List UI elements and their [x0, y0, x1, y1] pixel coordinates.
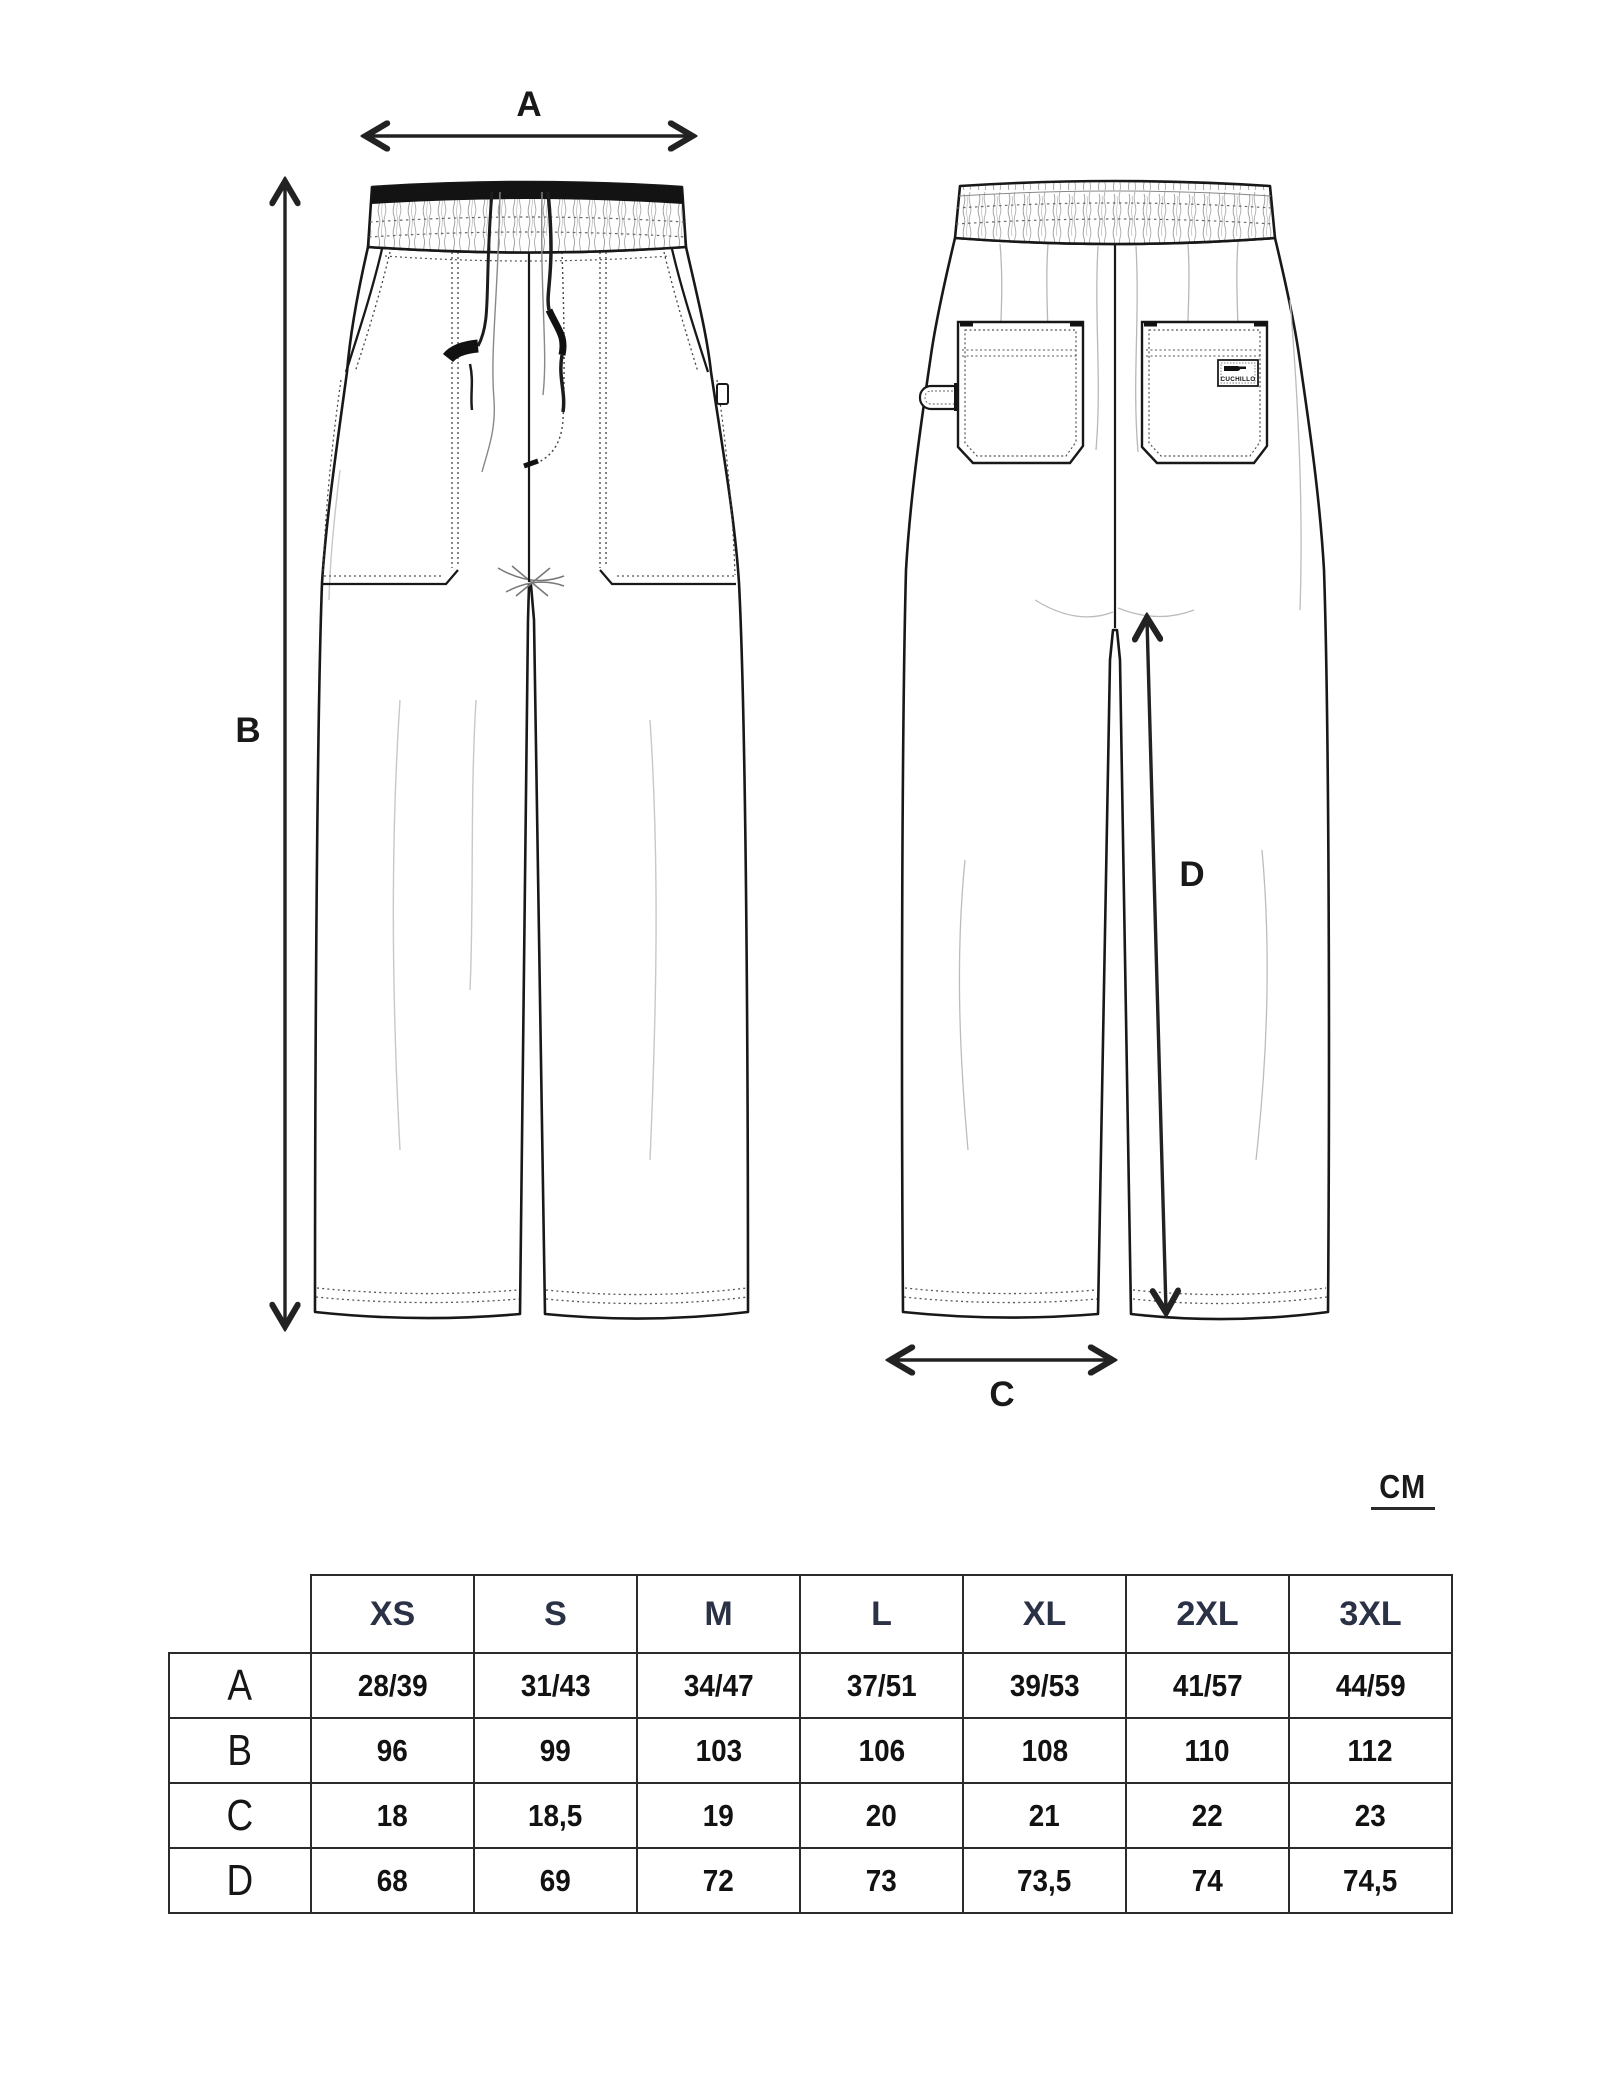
size-value-cell: 74: [1126, 1848, 1289, 1913]
size-value-cell: 68: [311, 1848, 474, 1913]
back-right-pocket: [1142, 322, 1267, 463]
size-value-cell: 96: [311, 1718, 474, 1783]
size-value-cell: 18,5: [474, 1783, 637, 1848]
measure-label-d: D: [1179, 855, 1205, 894]
size-value-cell: 73,5: [963, 1848, 1126, 1913]
back-view: [902, 181, 1329, 1319]
size-column-header: 2XL: [1126, 1575, 1289, 1653]
table-row: [169, 1718, 1452, 1783]
size-value-cell: 72: [637, 1848, 800, 1913]
size-column-header: XS: [311, 1575, 474, 1653]
front-waistband: [368, 182, 686, 261]
size-value-cell: 31/43: [474, 1653, 637, 1718]
measure-row-label: C: [169, 1783, 311, 1848]
size-header-row: [169, 1575, 1452, 1653]
side-seam-tab: [717, 384, 728, 404]
measure-row-label: D: [169, 1848, 311, 1913]
size-value-cell: 112: [1289, 1718, 1452, 1783]
size-value-cell: 20: [800, 1783, 963, 1848]
measure-row-label: B: [169, 1718, 311, 1783]
brand-label: CUCHILLO: [1220, 376, 1256, 383]
size-value-cell: 69: [474, 1848, 637, 1913]
size-value-cell: 21: [963, 1783, 1126, 1848]
table-row: [169, 1848, 1452, 1913]
size-value-cell: 39/53: [963, 1653, 1126, 1718]
table-corner-cell: [169, 1575, 311, 1653]
size-column-header: M: [637, 1575, 800, 1653]
measure-label-a: A: [516, 85, 542, 124]
size-value-cell: 41/57: [1126, 1653, 1289, 1718]
size-value-cell: 103: [637, 1718, 800, 1783]
size-value-cell: 110: [1126, 1718, 1289, 1783]
size-value-cell: 99: [474, 1718, 637, 1783]
measure-label-b: B: [235, 711, 261, 750]
size-column-header: S: [474, 1575, 637, 1653]
back-left-pocket: [958, 322, 1083, 463]
size-column-header: 3XL: [1289, 1575, 1452, 1653]
size-value-cell: 74,5: [1289, 1848, 1452, 1913]
back-waistband: [955, 181, 1275, 244]
unit-label: CM: [1371, 1468, 1435, 1510]
size-value-cell: 23: [1289, 1783, 1452, 1848]
front-view: [315, 182, 748, 1319]
size-value-cell: 73: [800, 1848, 963, 1913]
size-value-cell: 44/59: [1289, 1653, 1452, 1718]
size-value-cell: 22: [1126, 1783, 1289, 1848]
front-body-outline: [315, 247, 748, 1319]
table-row: [169, 1783, 1452, 1848]
measure-row-label: A: [169, 1653, 311, 1718]
size-column-header: L: [800, 1575, 963, 1653]
size-value-cell: 37/51: [800, 1653, 963, 1718]
size-column-header: XL: [963, 1575, 1126, 1653]
size-value-cell: 19: [637, 1783, 800, 1848]
size-table: [168, 1574, 1453, 1914]
size-value-cell: 28/39: [311, 1653, 474, 1718]
size-value-cell: 106: [800, 1718, 963, 1783]
table-row: [169, 1653, 1452, 1718]
measure-label-c: C: [989, 1375, 1015, 1414]
size-value-cell: 34/47: [637, 1653, 800, 1718]
brand-patch: [1218, 360, 1258, 386]
size-value-cell: 108: [963, 1718, 1126, 1783]
size-value-cell: 18: [311, 1783, 474, 1848]
